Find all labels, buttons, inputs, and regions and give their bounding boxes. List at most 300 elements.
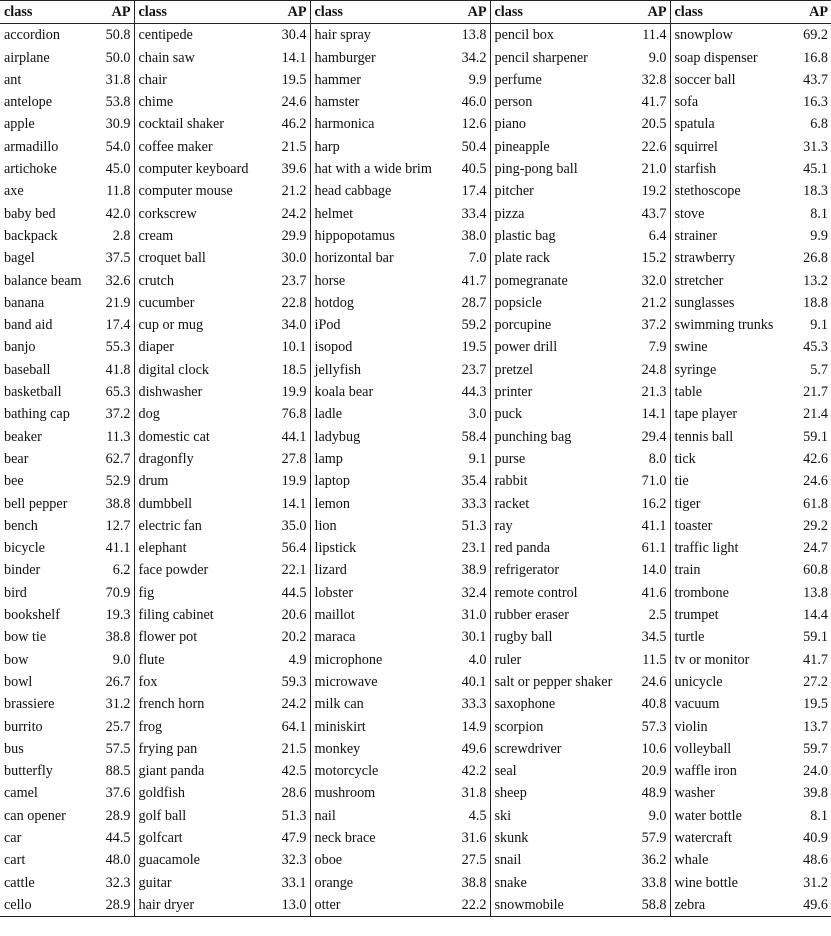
table-row xyxy=(0,203,831,225)
ap-cell: 4.5 xyxy=(450,805,490,827)
class-cell: hamster xyxy=(314,94,360,111)
ap-cell: 38.8 xyxy=(96,626,134,648)
ap-cell: 9.0 xyxy=(96,649,134,671)
class-cell: lizard xyxy=(314,562,347,579)
ap-cell: 21.4 xyxy=(803,406,828,423)
class-cell: tiger xyxy=(674,495,701,512)
table-row xyxy=(0,493,831,515)
class-cell: isopod xyxy=(314,339,353,356)
class-cell: zebra xyxy=(674,896,706,913)
class-cell: neck brace xyxy=(314,829,376,846)
table-row xyxy=(0,470,831,492)
table-row xyxy=(0,738,831,760)
class-cell: plate rack xyxy=(494,250,551,267)
class-cell: trumpet xyxy=(674,607,719,624)
ap-cell: 40.8 xyxy=(628,693,670,715)
class-cell: violin xyxy=(674,718,708,735)
table-row xyxy=(0,559,831,581)
class-cell: stove xyxy=(674,205,705,222)
ap-cell: 24.6 xyxy=(803,473,828,490)
class-cell: centipede xyxy=(138,27,193,44)
ap-cell: 24.7 xyxy=(803,540,828,557)
class-cell: pomegranate xyxy=(494,272,568,289)
ap-cell: 21.3 xyxy=(628,381,670,403)
class-cell: scorpion xyxy=(494,718,544,735)
class-cell: fig xyxy=(138,584,155,601)
class-cell: iPod xyxy=(314,317,341,334)
class-cell: dragonfly xyxy=(138,450,194,467)
class-cell: squirrel xyxy=(674,138,718,155)
class-cell: refrigerator xyxy=(494,562,560,579)
table-row xyxy=(0,537,831,559)
ap-cell: 57.9 xyxy=(628,827,670,849)
ap-cell: 38.8 xyxy=(96,493,134,515)
ap-cell: 31.8 xyxy=(450,782,490,804)
ap-header: AP xyxy=(628,1,670,24)
class-cell: bookshelf xyxy=(4,607,60,624)
ap-cell: 24.2 xyxy=(268,693,310,715)
class-cell: snail xyxy=(494,852,522,869)
table-row xyxy=(0,180,831,202)
class-cell: golfcart xyxy=(138,829,183,846)
ap-cell: 59.3 xyxy=(268,671,310,693)
ap-cell: 46.0 xyxy=(450,91,490,113)
table-row xyxy=(0,91,831,113)
class-cell: drum xyxy=(138,473,169,490)
class-cell: helmet xyxy=(314,205,354,222)
ap-cell: 16.8 xyxy=(803,49,828,66)
ap-cell: 49.6 xyxy=(803,896,828,913)
class-cell: horse xyxy=(314,272,346,289)
ap-cell: 22.1 xyxy=(268,559,310,581)
ap-cell: 40.5 xyxy=(450,158,490,180)
ap-cell: 21.9 xyxy=(96,292,134,314)
ap-cell: 54.0 xyxy=(96,136,134,158)
class-cell: bench xyxy=(4,517,38,534)
ap-cell: 33.3 xyxy=(450,493,490,515)
ap-cell: 11.4 xyxy=(628,24,670,47)
table-row xyxy=(0,336,831,358)
ap-cell: 47.9 xyxy=(268,827,310,849)
class-cell: lamp xyxy=(314,450,343,467)
ap-cell: 41.1 xyxy=(96,537,134,559)
class-cell: electric fan xyxy=(138,517,202,534)
class-cell: porcupine xyxy=(494,317,552,334)
class-cell: person xyxy=(494,94,533,111)
class-cell: harmonica xyxy=(314,116,375,133)
ap-cell: 49.6 xyxy=(450,738,490,760)
class-cell: seal xyxy=(494,763,517,780)
ap-cell: 33.8 xyxy=(628,872,670,894)
class-cell: toaster xyxy=(674,517,713,534)
ap-cell: 4.0 xyxy=(450,649,490,671)
class-cell: banana xyxy=(4,294,45,311)
ap-cell: 20.9 xyxy=(628,760,670,782)
ap-cell: 35.4 xyxy=(450,470,490,492)
class-cell: bathing cap xyxy=(4,406,70,423)
class-cell: axe xyxy=(4,183,24,200)
class-cell: fox xyxy=(138,673,158,690)
ap-cell: 62.7 xyxy=(96,448,134,470)
class-cell: pretzel xyxy=(494,361,534,378)
class-cell: whale xyxy=(674,852,709,869)
ap-cell: 48.6 xyxy=(803,852,828,869)
ap-cell: 23.1 xyxy=(450,537,490,559)
class-cell: purse xyxy=(494,450,526,467)
ap-cell: 28.6 xyxy=(268,782,310,804)
ap-cell: 14.1 xyxy=(628,403,670,425)
class-cell: bow xyxy=(4,651,29,668)
table-row xyxy=(0,69,831,91)
ap-cell: 20.6 xyxy=(268,604,310,626)
ap-cell: 8.0 xyxy=(628,448,670,470)
class-cell: volleyball xyxy=(674,740,732,757)
ap-cell: 59.1 xyxy=(803,428,828,445)
ap-cell: 2.5 xyxy=(628,604,670,626)
class-cell: trombone xyxy=(674,584,729,601)
table-row xyxy=(0,872,831,894)
class-cell: saxophone xyxy=(494,696,556,713)
class-cell: bird xyxy=(4,584,27,601)
class-cell: otter xyxy=(314,896,341,913)
ap-cell: 12.7 xyxy=(96,515,134,537)
class-cell: sheep xyxy=(494,785,527,802)
ap-cell: 21.0 xyxy=(628,158,670,180)
ap-cell: 51.3 xyxy=(268,805,310,827)
class-cell: rugby ball xyxy=(494,629,553,646)
class-cell: piano xyxy=(494,116,527,133)
ap-cell: 70.9 xyxy=(96,582,134,604)
ap-cell: 42.5 xyxy=(268,760,310,782)
class-cell: snake xyxy=(494,874,527,891)
class-cell: salt or pepper shaker xyxy=(494,673,613,690)
table-row xyxy=(0,805,831,827)
ap-cell: 33.4 xyxy=(450,203,490,225)
ap-cell: 37.5 xyxy=(96,247,134,269)
ap-cell: 27.2 xyxy=(803,673,828,690)
ap-header: AP xyxy=(450,1,490,24)
ap-cell: 11.8 xyxy=(96,180,134,202)
ap-cell: 37.2 xyxy=(96,403,134,425)
class-cell: rabbit xyxy=(494,473,528,490)
ap-cell: 10.6 xyxy=(628,738,670,760)
class-cell: croquet ball xyxy=(138,250,206,267)
ap-cell: 32.6 xyxy=(96,270,134,292)
ap-cell: 55.3 xyxy=(96,336,134,358)
ap-cell: 18.8 xyxy=(803,294,828,311)
ap-cell: 41.8 xyxy=(96,359,134,381)
ap-cell: 24.8 xyxy=(628,359,670,381)
ap-cell: 9.0 xyxy=(628,47,670,69)
ap-cell: 12.6 xyxy=(450,113,490,135)
table-row xyxy=(0,47,831,69)
class-cell: chime xyxy=(138,94,174,111)
ap-cell: 59.7 xyxy=(803,740,828,757)
class-cell: hotdog xyxy=(314,294,354,311)
table-row xyxy=(0,426,831,448)
table-row xyxy=(0,314,831,336)
class-cell: tennis ball xyxy=(674,428,734,445)
ap-cell: 41.7 xyxy=(628,91,670,113)
class-cell: bow tie xyxy=(4,629,47,646)
class-cell: binder xyxy=(4,562,41,579)
class-cell: printer xyxy=(494,384,533,401)
ap-cell: 13.8 xyxy=(450,24,490,47)
ap-cell: 14.9 xyxy=(450,716,490,738)
class-cell: armadillo xyxy=(4,138,59,155)
class-cell: harp xyxy=(314,138,340,155)
class-cell: banjo xyxy=(4,339,36,356)
table-row xyxy=(0,760,831,782)
ap-cell: 45.1 xyxy=(803,161,828,178)
ap-cell: 11.3 xyxy=(96,426,134,448)
ap-cell: 13.8 xyxy=(803,584,828,601)
class-cell: mushroom xyxy=(314,785,376,802)
class-cell: swimming trunks xyxy=(674,317,774,334)
ap-cell: 23.7 xyxy=(450,359,490,381)
class-cell: lion xyxy=(314,517,337,534)
ap-cell: 13.7 xyxy=(803,718,828,735)
class-header: class xyxy=(138,4,167,20)
class-cell: flower pot xyxy=(138,629,198,646)
class-cell: elephant xyxy=(138,540,187,557)
ap-cell: 31.2 xyxy=(803,874,828,891)
class-cell: pencil box xyxy=(494,27,554,44)
ap-cell: 42.6 xyxy=(803,450,828,467)
ap-cell: 21.5 xyxy=(268,136,310,158)
class-cell: hippopotamus xyxy=(314,227,395,244)
class-cell: remote control xyxy=(494,584,578,601)
class-cell: filing cabinet xyxy=(138,607,214,624)
class-cell: racket xyxy=(494,495,530,512)
table-row xyxy=(0,582,831,604)
ap-cell: 32.8 xyxy=(628,69,670,91)
class-cell: car xyxy=(4,829,22,846)
ap-cell: 50.8 xyxy=(96,24,134,47)
ap-cell: 42.2 xyxy=(450,760,490,782)
table-row xyxy=(0,894,831,917)
ap-cell: 40.1 xyxy=(450,671,490,693)
ap-cell: 64.1 xyxy=(268,716,310,738)
ap-cell: 31.2 xyxy=(96,693,134,715)
ap-cell: 59.1 xyxy=(803,629,828,646)
ap-cell: 50.4 xyxy=(450,136,490,158)
class-cell: soccer ball xyxy=(674,71,736,88)
class-cell: chain saw xyxy=(138,49,195,66)
ap-cell: 10.1 xyxy=(268,336,310,358)
ap-cell: 22.2 xyxy=(450,894,490,917)
class-cell: miniskirt xyxy=(314,718,366,735)
table-row xyxy=(0,381,831,403)
class-cell: lemon xyxy=(314,495,350,512)
table-row xyxy=(0,403,831,425)
ap-cell: 61.1 xyxy=(628,537,670,559)
class-cell: goldfish xyxy=(138,785,186,802)
ap-cell: 26.7 xyxy=(96,671,134,693)
class-header: class xyxy=(494,4,523,20)
ap-cell: 33.1 xyxy=(268,872,310,894)
ap-cell: 19.9 xyxy=(268,470,310,492)
class-cell: tape player xyxy=(674,406,738,423)
class-cell: hat with a wide brim xyxy=(314,161,432,178)
ap-cell: 52.9 xyxy=(96,470,134,492)
ap-cell: 8.1 xyxy=(810,807,828,824)
ap-cell: 76.8 xyxy=(268,403,310,425)
table-row xyxy=(0,782,831,804)
ap-cell: 29.4 xyxy=(628,426,670,448)
ap-cell: 5.7 xyxy=(810,361,828,378)
ap-cell: 57.5 xyxy=(96,738,134,760)
ap-cell: 24.6 xyxy=(268,91,310,113)
class-cell: soap dispenser xyxy=(674,49,758,66)
ap-cell: 32.4 xyxy=(450,582,490,604)
class-cell: horizontal bar xyxy=(314,250,394,267)
ap-cell: 29.9 xyxy=(268,225,310,247)
class-cell: computer mouse xyxy=(138,183,233,200)
class-cell: hamburger xyxy=(314,49,376,66)
ap-cell: 22.8 xyxy=(268,292,310,314)
table-row xyxy=(0,827,831,849)
class-cell: cocktail shaker xyxy=(138,116,224,133)
class-cell: lipstick xyxy=(314,540,357,557)
ap-cell: 41.6 xyxy=(628,582,670,604)
ap-cell: 51.3 xyxy=(450,515,490,537)
class-cell: maraca xyxy=(314,629,356,646)
class-cell: baby bed xyxy=(4,205,56,222)
class-cell: dumbbell xyxy=(138,495,193,512)
class-cell: skunk xyxy=(494,829,529,846)
ap-cell: 7.0 xyxy=(450,247,490,269)
ap-cell: 9.0 xyxy=(628,805,670,827)
ap-cell: 36.2 xyxy=(628,849,670,871)
table-row xyxy=(0,693,831,715)
class-cell: watercraft xyxy=(674,829,732,846)
table-row xyxy=(0,649,831,671)
table-row xyxy=(0,515,831,537)
class-cell: power drill xyxy=(494,339,558,356)
class-cell: pizza xyxy=(494,205,525,222)
class-cell: tv or monitor xyxy=(674,651,750,668)
class-cell: cart xyxy=(4,852,26,869)
ap-cell: 16.2 xyxy=(628,493,670,515)
ap-cell: 43.7 xyxy=(803,71,828,88)
ap-cell: 24.2 xyxy=(268,203,310,225)
class-cell: microphone xyxy=(314,651,383,668)
ap-cell: 21.5 xyxy=(268,738,310,760)
class-cell: puck xyxy=(494,406,523,423)
class-cell: ping-pong ball xyxy=(494,161,578,178)
ap-cell: 44.5 xyxy=(96,827,134,849)
class-cell: tick xyxy=(674,450,696,467)
ap-cell: 14.4 xyxy=(803,607,828,624)
table-row xyxy=(0,671,831,693)
class-cell: balance beam xyxy=(4,272,82,289)
ap-cell: 19.9 xyxy=(268,381,310,403)
ap-cell: 34.2 xyxy=(450,47,490,69)
ap-cell: 30.0 xyxy=(268,247,310,269)
class-cell: plastic bag xyxy=(494,227,556,244)
class-cell: popsicle xyxy=(494,294,542,311)
class-cell: screwdriver xyxy=(494,740,562,757)
class-cell: wine bottle xyxy=(674,874,738,891)
class-cell: unicycle xyxy=(674,673,723,690)
class-cell: strainer xyxy=(674,227,718,244)
class-cell: ant xyxy=(4,71,22,88)
class-cell: waffle iron xyxy=(674,763,737,780)
class-cell: crutch xyxy=(138,272,174,289)
ap-header: AP xyxy=(96,1,134,24)
class-header: class xyxy=(314,4,343,20)
class-cell: band aid xyxy=(4,317,53,334)
ap-cell: 4.9 xyxy=(268,649,310,671)
class-cell: hair dryer xyxy=(138,896,195,913)
ap-cell: 32.3 xyxy=(268,849,310,871)
ap-cell: 30.9 xyxy=(96,113,134,135)
ap-cell: 6.2 xyxy=(96,559,134,581)
ap-cell: 27.5 xyxy=(450,849,490,871)
class-cell: jellyfish xyxy=(314,361,361,378)
ap-cell: 38.8 xyxy=(450,872,490,894)
ap-cell: 20.5 xyxy=(628,113,670,135)
class-cell: lobster xyxy=(314,584,354,601)
class-cell: bus xyxy=(4,740,24,757)
ap-cell: 48.0 xyxy=(96,849,134,871)
class-cell: cattle xyxy=(4,874,35,891)
ap-cell: 24.6 xyxy=(628,671,670,693)
ap-cell: 13.2 xyxy=(803,272,828,289)
ap-cell: 17.4 xyxy=(96,314,134,336)
class-cell: pitcher xyxy=(494,183,534,200)
ap-cell: 20.2 xyxy=(268,626,310,648)
class-cell: antelope xyxy=(4,94,53,111)
ap-cell: 24.0 xyxy=(803,763,828,780)
ap-cell: 65.3 xyxy=(96,381,134,403)
class-cell: traffic light xyxy=(674,540,739,557)
class-cell: perfume xyxy=(494,71,542,88)
ap-cell: 34.5 xyxy=(628,626,670,648)
ap-cell: 30.4 xyxy=(268,24,310,47)
ap-cell: 53.8 xyxy=(96,91,134,113)
class-cell: orange xyxy=(314,874,354,891)
class-cell: hammer xyxy=(314,71,361,88)
ap-cell: 11.5 xyxy=(628,649,670,671)
class-cell: bicycle xyxy=(4,540,45,557)
ap-cell: 31.3 xyxy=(803,138,828,155)
ap-cell: 37.2 xyxy=(628,314,670,336)
class-cell: motorcycle xyxy=(314,763,379,780)
ap-cell: 39.8 xyxy=(803,785,828,802)
table-row xyxy=(0,359,831,381)
class-cell: frog xyxy=(138,718,163,735)
ap-cell: 7.9 xyxy=(628,336,670,358)
class-cell: can opener xyxy=(4,807,66,824)
ap-cell: 71.0 xyxy=(628,470,670,492)
class-cell: turtle xyxy=(674,629,705,646)
class-cell: ray xyxy=(494,517,513,534)
class-cell: washer xyxy=(674,785,715,802)
class-cell: cream xyxy=(138,227,174,244)
class-cell: coffee maker xyxy=(138,138,213,155)
ap-cell: 45.0 xyxy=(96,158,134,180)
class-cell: flute xyxy=(138,651,165,668)
ap-cell: 9.9 xyxy=(810,227,828,244)
ap-cell: 41.7 xyxy=(450,270,490,292)
class-cell: table xyxy=(674,384,703,401)
class-cell: monkey xyxy=(314,740,361,757)
class-header: class xyxy=(4,4,33,20)
class-cell: bell pepper xyxy=(4,495,68,512)
ap-cell: 48.9 xyxy=(628,782,670,804)
